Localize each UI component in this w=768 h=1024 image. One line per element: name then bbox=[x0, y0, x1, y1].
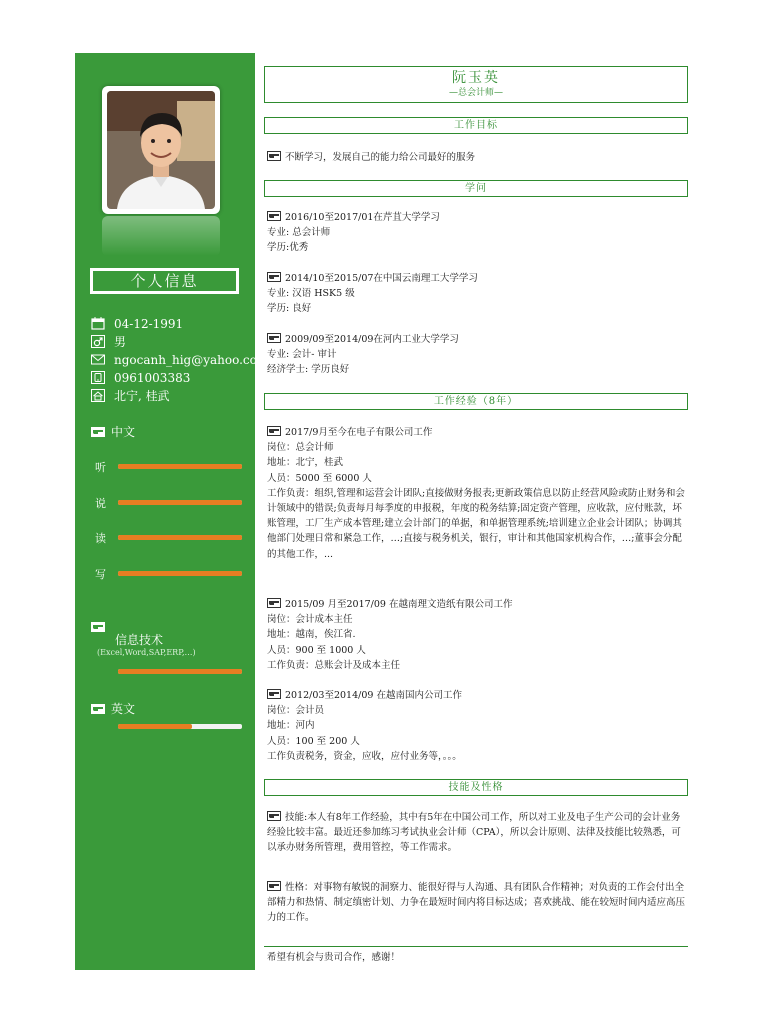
experience-line: 地址：河内 bbox=[267, 720, 315, 732]
pointing-hand-icon bbox=[267, 598, 281, 608]
it-subtitle: (Excel,Word,SAP,ERP,…) bbox=[97, 648, 196, 657]
education-line: 专业: 汉语 HSK5 级 bbox=[267, 288, 355, 300]
pointing-hand-icon bbox=[267, 151, 281, 161]
section-goal-heading: 工作目标 bbox=[264, 117, 688, 134]
phone-value: 0961003383 bbox=[114, 370, 191, 385]
skill-label-speak: 说 bbox=[95, 497, 106, 510]
education-head: 2014/10至2015/07在中国云南理工大学学习 bbox=[285, 273, 478, 284]
experience-item bbox=[267, 688, 687, 764]
skill-bar-fill bbox=[118, 535, 242, 540]
experience-head: 2015/09 月至2017/09 在越南理文造纸有限公司工作 bbox=[285, 599, 513, 610]
education-head: 2016/10至2017/01在芹苴大学学习 bbox=[285, 212, 440, 223]
experience-item bbox=[267, 425, 687, 562]
experience-line: 工作负责税务，资金，应收，应付业务等，。。。 bbox=[267, 750, 462, 762]
skills-text: 技能:本人有8年工作经验，其中有5年在中国公司工作，所以对工业及电子生产公司的会计业务经验比较丰富。最近还参加练习考试执业会计师（CPA），所以会计原则、法律及技能比较熟悉，可以承办财务所管理，费用管控，等工作需求。 bbox=[267, 812, 681, 854]
birthday-value: 04-12-1991 bbox=[114, 316, 184, 331]
footer-divider bbox=[264, 946, 688, 947]
education-line: 经济学士: 学历良好 bbox=[267, 364, 350, 376]
calendar-icon bbox=[91, 317, 105, 330]
pointing-hand-icon bbox=[91, 621, 105, 631]
profile-photo bbox=[107, 91, 215, 209]
pointing-hand-icon bbox=[267, 881, 281, 891]
email-value[interactable]: ngocanh_hig@yahoo.com bbox=[114, 352, 269, 367]
skill-bar-speak bbox=[118, 500, 242, 505]
pointing-hand-icon bbox=[267, 689, 281, 699]
skill-bar-fill bbox=[118, 724, 192, 729]
experience-line: 岗位：会计成本主任 bbox=[267, 614, 353, 626]
personal-info-heading: 个人信息 bbox=[90, 268, 239, 294]
section-experience-heading: 工作经验（8年） bbox=[264, 393, 688, 410]
education-head: 2009/09至2014/09在河内工业大学学习 bbox=[285, 334, 459, 345]
skill-bar-fill bbox=[118, 669, 242, 674]
skill-label-write: 写 bbox=[95, 568, 106, 581]
profile-photo-frame bbox=[102, 86, 220, 214]
pointing-hand-icon bbox=[267, 272, 281, 282]
name-header bbox=[264, 66, 688, 103]
sidebar bbox=[75, 53, 269, 970]
mail-icon bbox=[91, 353, 105, 366]
home-icon bbox=[91, 389, 105, 402]
pointing-hand-icon bbox=[267, 333, 281, 343]
address-value: 北宁, 桂武 bbox=[114, 389, 170, 403]
gender-row bbox=[91, 333, 126, 350]
goal-block bbox=[267, 150, 687, 165]
section-skills-heading: 技能及性格 bbox=[264, 779, 688, 796]
experience-line: 人员：5000 至 6000 人 bbox=[267, 472, 372, 484]
skill-label-read: 读 bbox=[95, 532, 106, 545]
education-item bbox=[267, 210, 687, 256]
address-row bbox=[91, 387, 170, 404]
pointing-hand-icon bbox=[91, 426, 105, 436]
section-education-heading: 学问 bbox=[264, 180, 688, 197]
job-title: —总会计师— bbox=[448, 88, 503, 98]
pointing-hand-icon bbox=[267, 426, 281, 436]
personality-text: 性格：对事物有敏锐的洞察力、能很好得与人沟通、具有团队合作精神；对负责的工作会付出全部精力和热情、制定缜密计划、力争在最短时间内将目标达成；喜欢挑战、能在较短时间内适应高压力的工作。 bbox=[267, 882, 686, 924]
education-item bbox=[267, 332, 687, 378]
education-line: 学历: 良好 bbox=[267, 303, 312, 315]
skill-bar-fill bbox=[118, 500, 242, 505]
chinese-heading bbox=[91, 422, 135, 440]
footer-text: 希望有机会与贵司合作，感谢！ bbox=[267, 952, 401, 963]
experience-head: 2012/03至2014/09 在越南国内公司工作 bbox=[285, 690, 462, 701]
skill-bar-it bbox=[118, 669, 242, 674]
skills-block bbox=[267, 810, 687, 856]
pointing-hand-icon bbox=[267, 811, 281, 821]
birthday-row bbox=[91, 315, 183, 332]
experience-line: 地址：北宁，桂武 bbox=[267, 457, 344, 469]
goal-text: 不断学习，发展自己的能力给公司最好的服务 bbox=[285, 152, 476, 163]
english-heading bbox=[91, 699, 135, 717]
email-row bbox=[91, 351, 268, 368]
experience-line: 工作负责：总账会计及成本主任 bbox=[267, 659, 401, 671]
phone-icon bbox=[91, 371, 105, 384]
skill-bar-fill bbox=[118, 464, 242, 469]
gender-value: 男 bbox=[114, 335, 127, 349]
education-line: 专业: 总会计师 bbox=[267, 227, 331, 239]
photo-reflection bbox=[102, 216, 220, 256]
education-line: 学历:优秀 bbox=[267, 242, 309, 254]
male-icon bbox=[91, 335, 105, 348]
experience-line: 地址：越南，俟江省. bbox=[267, 629, 356, 641]
education-line: 专业: 会计- 审计 bbox=[267, 349, 337, 361]
experience-duty: 工作负责：组织,管理和运营会计团队;直接做财务报表;更新政策信息以防止经营风险或防止财务和会计领域中的错误;负责每月每季度的申报税，年度的税务结算;固定资产管理，应收款，应付账款，坏账管理，工厂生产成本管理;建立会计部门的单据，和单据管理系统;培训建立企业会计团队；协调其他部门处理日常和紧急工作，…;直接与税务机关，银行，审计和其他国家机构合作，…;董事会分配的其他工作，... bbox=[267, 487, 685, 560]
skill-label-listen: 听 bbox=[95, 461, 106, 474]
experience-line: 岗位：总会计师 bbox=[267, 442, 334, 454]
pointing-hand-icon bbox=[91, 703, 105, 713]
pointing-hand-icon bbox=[267, 211, 281, 221]
experience-line: 人员：900 至 1000 人 bbox=[267, 644, 366, 656]
it-heading: 信息技术 bbox=[115, 632, 164, 647]
english-heading-label: 英文 bbox=[111, 701, 136, 716]
experience-line: 岗位：会计员 bbox=[267, 705, 325, 717]
full-name: 阮玉英 bbox=[452, 70, 500, 86]
it-icon-row bbox=[91, 617, 111, 635]
skill-bar-read bbox=[118, 535, 242, 540]
personality-block bbox=[267, 880, 687, 926]
chinese-heading-label: 中文 bbox=[111, 424, 136, 439]
skill-bar-listen bbox=[118, 464, 242, 469]
phone-row bbox=[91, 369, 190, 386]
skill-bar-write bbox=[118, 571, 242, 576]
experience-line: 人员：100 至 200 人 bbox=[267, 735, 360, 747]
experience-head: 2017/9月至今在电子有限公司工作 bbox=[285, 427, 433, 438]
skill-bar-english bbox=[118, 724, 242, 729]
skill-bar-fill bbox=[118, 571, 242, 576]
experience-item bbox=[267, 597, 687, 673]
education-item bbox=[267, 271, 687, 317]
